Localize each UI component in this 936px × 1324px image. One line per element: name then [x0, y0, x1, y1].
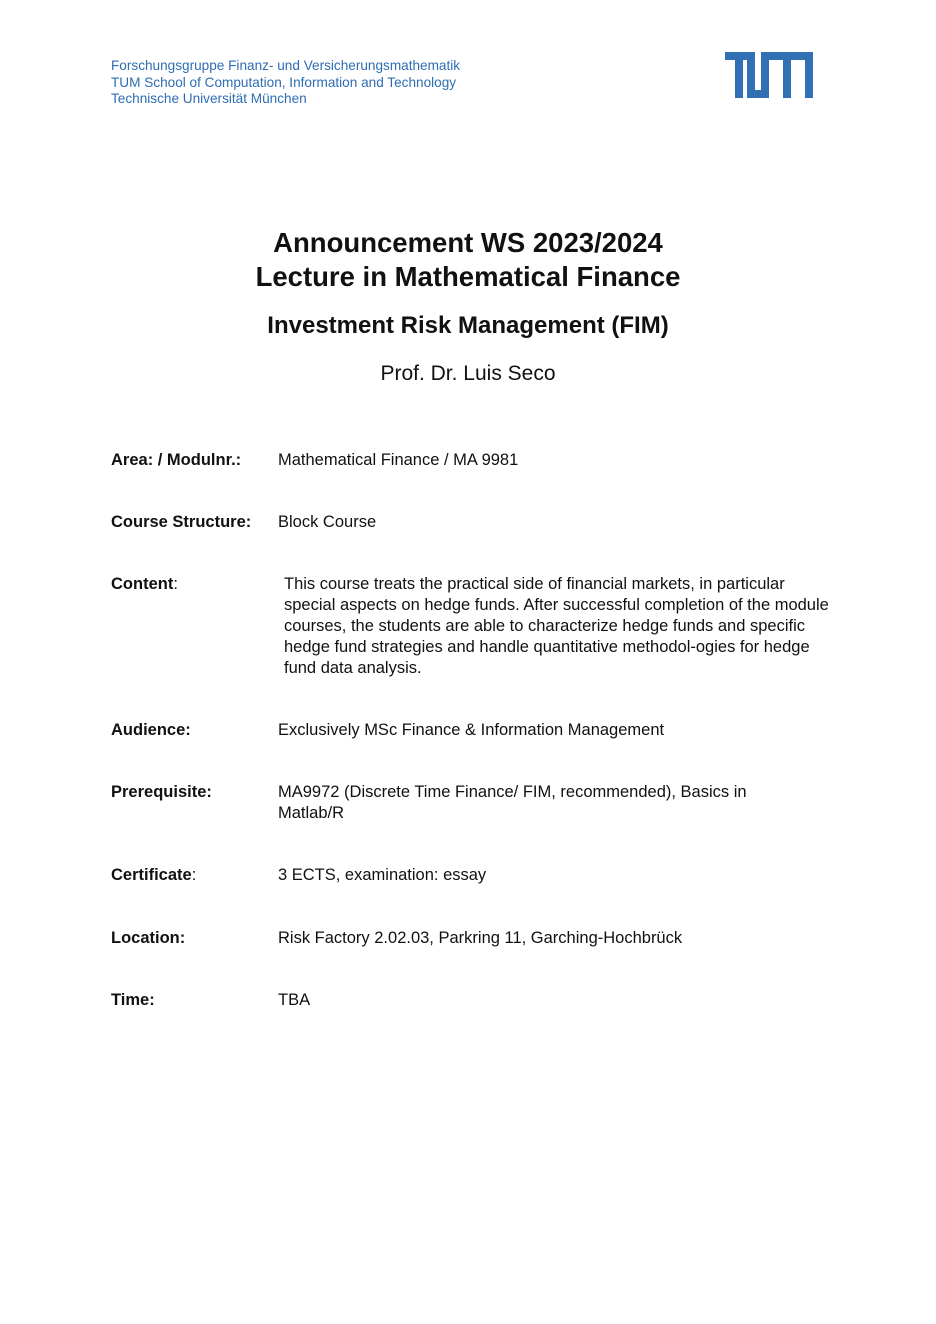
detail-label: Content: — [111, 575, 178, 593]
detail-value: Block Course — [278, 513, 377, 531]
title-line-1: Announcement WS 2023/2024 — [273, 227, 663, 258]
detail-value: TBA — [278, 991, 311, 1009]
detail-value: Risk Factory 2.02.03, Parkring 11, Garching-Hochbrück — [278, 929, 683, 947]
detail-label: Course Structure: — [111, 513, 252, 531]
detail-value: MA9972 (Discrete Time Finance/ FIM, recommended), Basics in Matlab/R — [278, 783, 747, 822]
tum-logo-icon — [725, 52, 813, 98]
detail-value: Exclusively MSc Finance & Information Management — [278, 721, 665, 739]
research-group-name: Forschungsgruppe Finanz- und Versicherungsmathematik — [111, 58, 461, 73]
detail-label: Location: — [111, 929, 186, 947]
lecturer-name: Prof. Dr. Luis Seco — [380, 362, 556, 385]
detail-label: Certificate: — [111, 866, 197, 884]
detail-value: This course treats the practical side of financial markets, in particular special aspects on hedge funds. After successful completion of the module courses, the students are able to characterize hedge funds and specific hedge fund strategies and handle quantitative methodol-ogies for hedge fund data analysis. — [284, 575, 829, 677]
detail-value: Mathematical Finance / MA 9981 — [278, 451, 519, 469]
title-line-2: Lecture in Mathematical Finance — [255, 261, 681, 292]
institution-header — [111, 58, 460, 108]
detail-label: Audience: — [111, 721, 191, 739]
school-name: TUM School of Computation, Information and Technology — [111, 74, 457, 90]
course-title: Investment Risk Management (FIM) — [267, 312, 669, 339]
detail-value: 3 ECTS, examination: essay — [278, 866, 487, 884]
university-name: Technische Universität München — [111, 91, 307, 106]
detail-label: Prerequisite: — [111, 783, 212, 801]
announcement-title — [0, 226, 936, 294]
detail-label: Area: / Modulnr.: — [111, 451, 242, 469]
detail-label: Time: — [111, 991, 155, 1009]
